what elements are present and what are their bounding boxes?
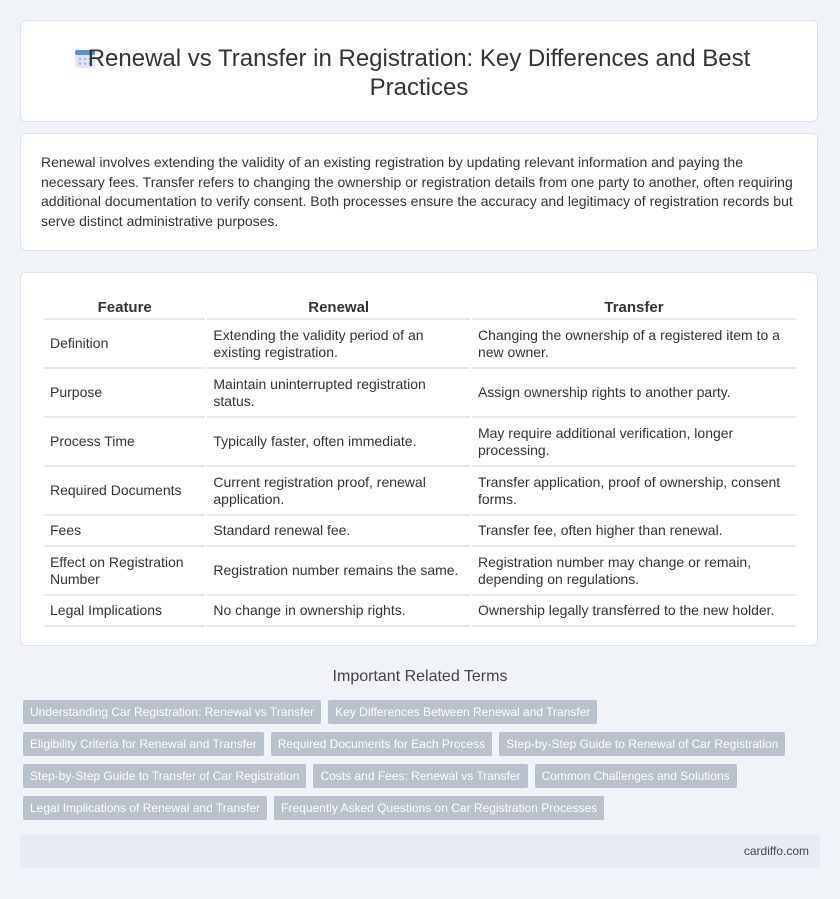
transfer-cell: May require additional verification, longer processing. [472,418,796,467]
related-tag[interactable]: Legal Implications of Renewal and Transfer [23,796,267,820]
related-tag[interactable]: Required Documents for Each Process [271,732,492,756]
related-tag[interactable]: Common Challenges and Solutions [535,764,737,788]
table-row [44,516,796,547]
footer [20,835,820,868]
table-header-row [44,296,796,320]
related-terms-heading: Important Related Terms [332,668,508,685]
related-tag[interactable]: Key Differences Between Renewal and Transfer [328,700,597,724]
transfer-cell: Assign ownership rights to another party. [472,369,796,418]
feature-cell: Process Time [44,418,205,467]
transfer-cell: Registration number may change or remain, depending on regulations. [472,547,796,596]
related-tag[interactable]: Costs and Fees: Renewal vs Transfer [313,764,527,788]
feature-cell: Legal Implications [44,596,205,627]
intro-paragraph: Renewal involves extending the validity of an existing registration by updating relevant information and paying the necessary fees. Transfer refers to changing the ownership or registration details from one party to another, often requiring additional documentation to verify consent. Both processes ensure the accuracy and legitimacy of registration records but serve distinct administrative purposes. [41,154,793,229]
page-title: Renewal vs Transfer in Registration: Key Differences and Best Practices [87,45,751,101]
table-row [44,320,796,369]
transfer-cell: Transfer application, proof of ownership, consent forms. [472,467,796,516]
intro-card [20,133,818,251]
table-row [44,418,796,467]
renewal-cell: Current registration proof, renewal application. [207,467,470,516]
feature-cell: Required Documents [44,467,205,516]
renewal-cell: Maintain uninterrupted registration status. [207,369,470,418]
related-tag[interactable]: Frequently Asked Questions on Car Registration Processes [274,796,604,820]
renewal-cell: Extending the validity period of an existing registration. [207,320,470,369]
feature-cell: Purpose [44,369,205,418]
table-row [44,596,796,627]
comparison-card [20,272,818,646]
header-renewal: Renewal [207,296,470,320]
feature-cell: Definition [44,320,205,369]
related-tag[interactable]: Step-by-Step Guide to Transfer of Car Registration [23,764,306,788]
feature-cell: Effect on Registration Number [44,547,205,596]
transfer-cell: Changing the ownership of a registered item to a new owner. [472,320,796,369]
transfer-cell: Ownership legally transferred to the new holder. [472,596,796,627]
renewal-cell: Registration number remains the same. [207,547,470,596]
renewal-cell: Typically faster, often immediate. [207,418,470,467]
title-card [20,20,818,122]
footer-site-link[interactable]: cardiffo.com [743,844,809,858]
table-row [44,369,796,418]
transfer-cell: Transfer fee, often higher than renewal. [472,516,796,547]
related-tag[interactable]: Step-by-Step Guide to Renewal of Car Registration [499,732,785,756]
tag-row [23,732,785,756]
related-tag[interactable]: Eligibility Criteria for Renewal and Transfer [23,732,264,756]
renewal-cell: No change in ownership rights. [207,596,470,627]
table-row [44,547,796,596]
renewal-cell: Standard renewal fee. [207,516,470,547]
header-feature: Feature [44,296,205,320]
header-transfer: Transfer [472,296,796,320]
comparison-table [42,296,798,627]
tag-row [23,764,737,788]
table-row [44,467,796,516]
tag-row [23,700,597,724]
feature-cell: Fees [44,516,205,547]
tag-row [23,796,604,820]
related-tag[interactable]: Understanding Car Registration: Renewal vs Transfer [23,700,321,724]
